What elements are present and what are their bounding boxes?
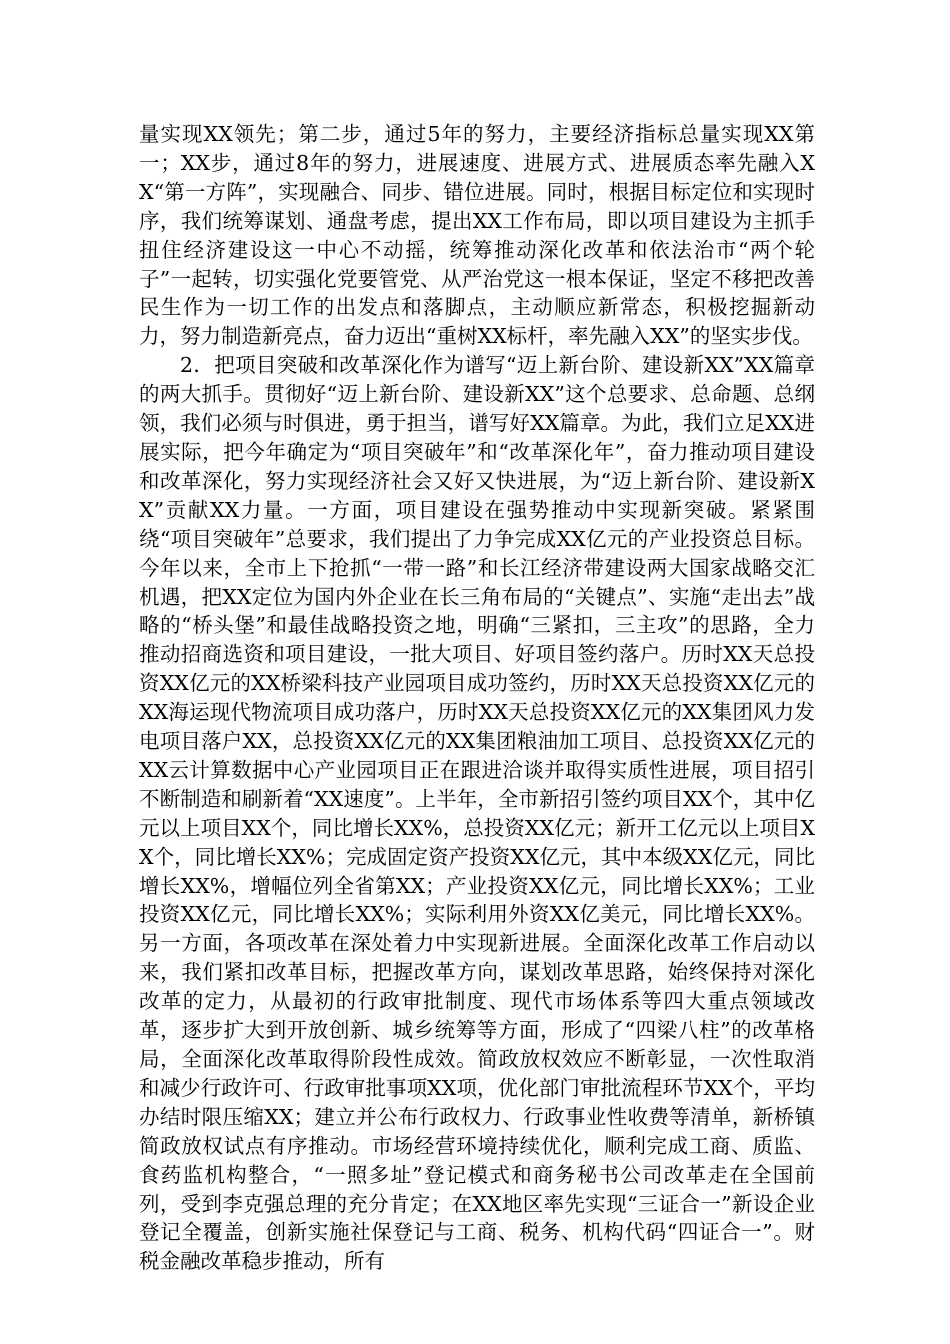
body-paragraph-2: 2．把项目突破和改革深化作为谱写“迈上新台阶、建设新XX”XX篇章的两大抓手。贯彻好“迈上新台阶、建设新XX”这个总要求、总命题、总纲领，我们必须与时俱进，勇于担当，谱写好XX篇章。为此，我们立足XX进展实际，把今年确定为“项目突破年”和“改革深化年”，奋力推动项目建设和改革深化，努力实现经济社会又好又快进展，为“迈上新台阶、建设新XX”贡献XX力量。一方面，项目建设在强势推动中实现新突破。紧紧围绕“项目突破年”总要求，我们提出了力争完成XX亿元的产业投资总目标。今年以来，全市上下抢抓“一带一路”和长江经济带建设两大国家战略交汇机遇，把XX定位为国内外企业在长三角布局的“关键点”、实施“走出去”战略的“桥头堡”和最佳战略投资之地，明确“三紧扣，三主攻”的思路，全力推动招商选资和项目建设，一批大项目、好项目签约落户。历时XX天总投资XX亿元的XX桥梁科技产业园项目成功签约，历时XX天总投资XX亿元的XX海运现代物流项目成功落户，历时XX天总投资XX亿元的XX集团风力发电项目落户XX，总投资XX亿元的XX集团粮油加工项目、总投资XX亿元的XX云计算数据中心产业园项目正在跟进洽谈并取得实质性进展，项目招引不断制造和刷新着“XX速度”。上半年，全市新招引签约项目XX个，其中亿元以上项目XX个，同比增长XX%，总投资XX亿元；新开工亿元以上项目XX个，同比增长XX%；完成固定资产投资XX亿元，其中本级XX亿元，同比增长XX%，增幅位列全省第XX；产业投资XX亿元，同比增长XX%；工业投资XX亿元，同比增长XX%；实际利用外资XX亿美元，同比增长XX%。另一方面，各项改革在深处着力中实现新进展。全面深化改革工作启动以来，我们紧扣改革目标，把握改革方向，谋划改革思路，始终保持对深化改革的定力，从最初的行政审批制度、现代市场体系等四大重点领域改革，逐步扩大到开放创新、城乡统筹等方面，形成了“四梁八柱”的改革格局，全面深化改革取得阶段性成效。简政放权效应不断彰显，一次性取消和减少行政许可、行政审批事项XX项，优化部门审批流程环节XX个，平均办结时限压缩XX；建立并公布行政权力、行政事业性收费等清单，新桥镇简政放权试点有序推动。市场经营环境持续优化，顺利完成工商、质监、食药监机构整合，“一照多址”登记模式和商务秘书公司改革走在全国前列，受到李克强总理的充分肯定；在XX地区率先实现“三证合一”新设企业登记全覆盖，创新实施社保登记与工商、税务、机构代码“四证合一”。财税金融改革稳步推动，所有 xyxy=(139,353,815,1274)
document-page xyxy=(139,120,815,1276)
body-paragraph-1: 量实现XX领先；第二步，通过5年的努力，主要经济指标总量实现XX第一；XX步，通过8年的努力，进展速度、进展方式、进展质态率先融入XX“第一方阵”，实现融合、同步、错位进展。同时，根据目标定位和实现时序，我们统筹谋划、通盘考虑，提出XX工作布局，即以项目建设为主抓手扭住经济建设这一中心不动摇，统筹推动深化改革和依法治市“两个轮子”一起转，切实强化党要管党、从严治党这一根本保证，坚定不移把改善民生作为一切工作的出发点和落脚点，主动顺应新常态，积极挖掘新动力，努力制造新亮点，奋力迈出“重树XX标杆，率先融入XX”的坚实步伐。 xyxy=(139,122,815,349)
